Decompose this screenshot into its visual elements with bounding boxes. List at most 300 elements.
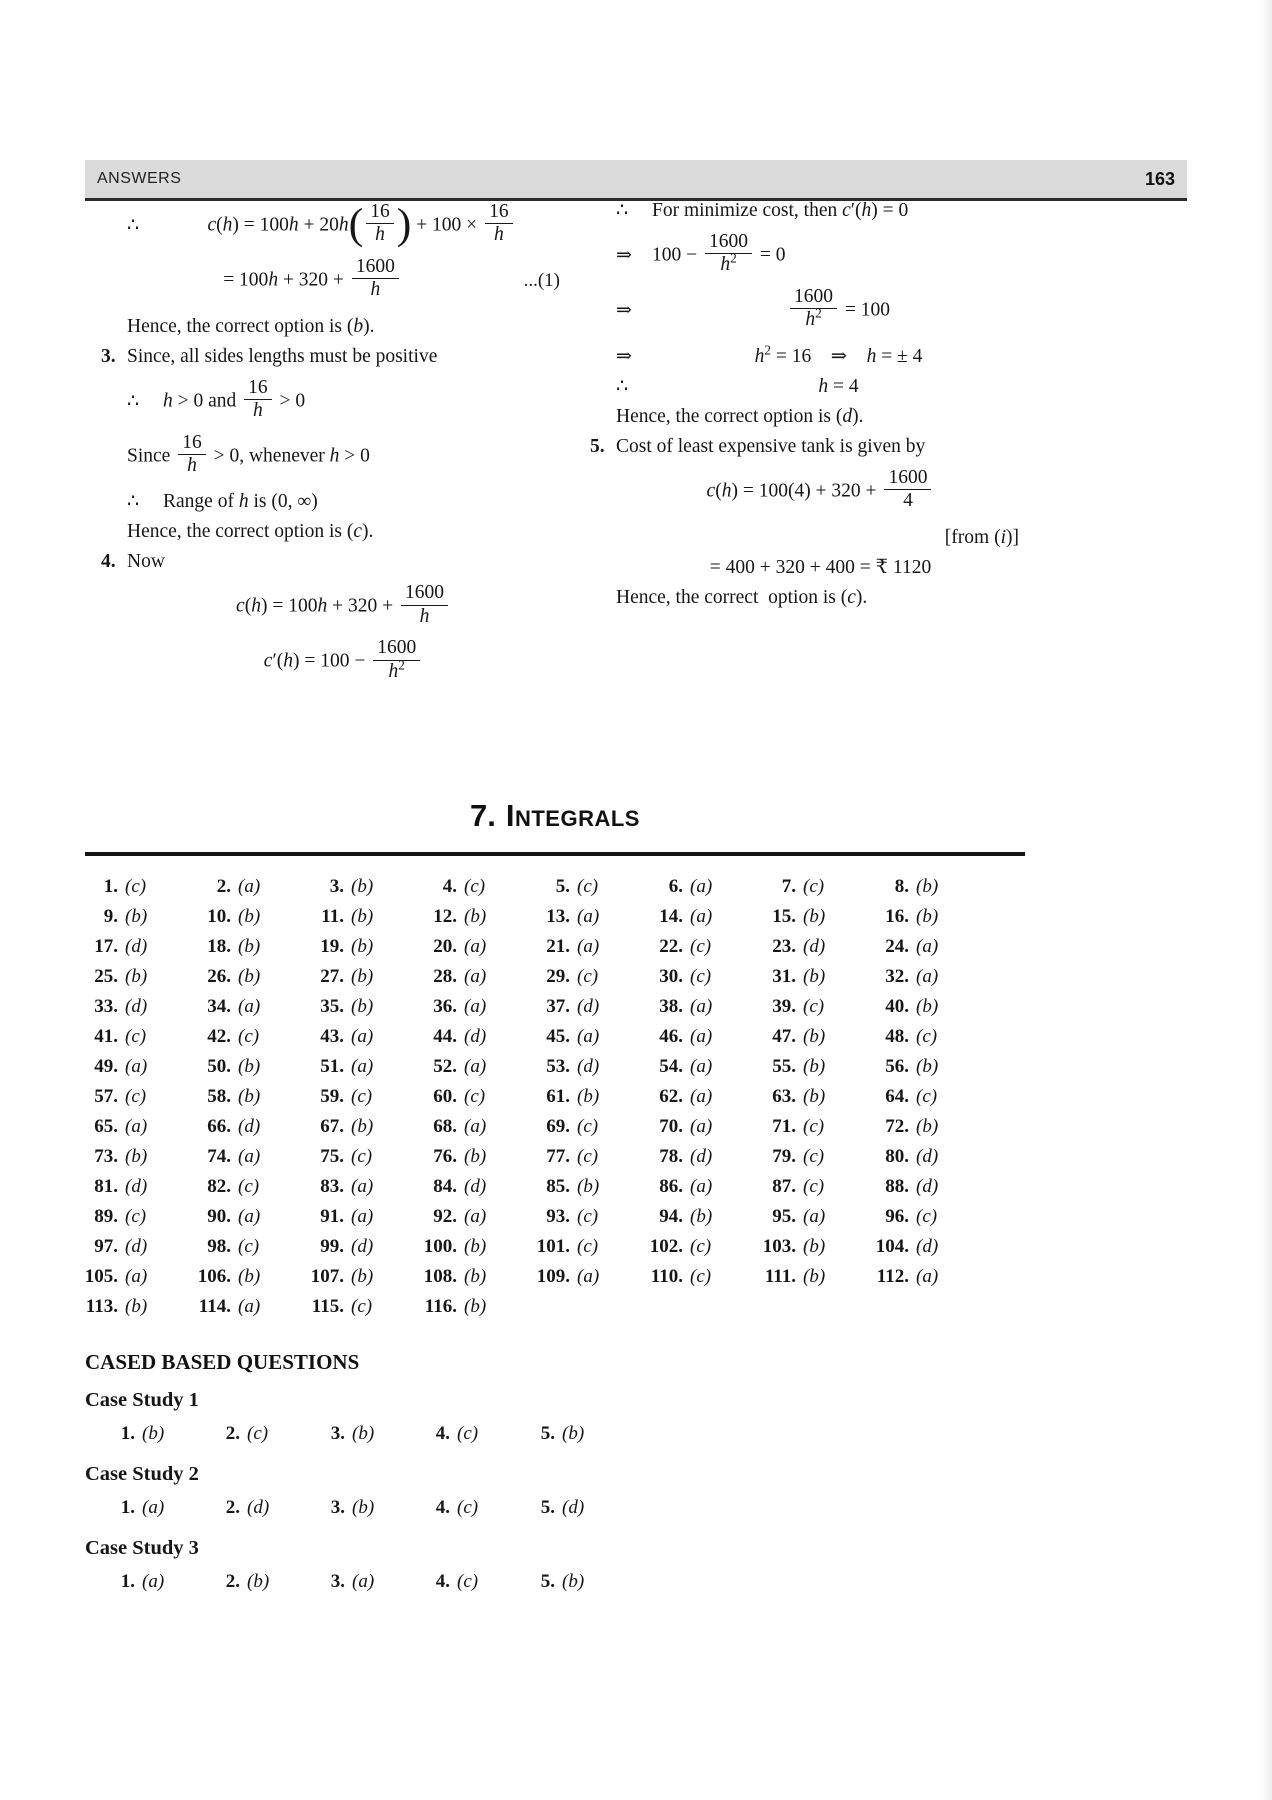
math-text: Hence, the correct option is ( (616, 586, 848, 608)
answer-option: (b) (238, 936, 261, 957)
answer-option: (c) (577, 1116, 599, 1137)
answer-item (200, 1567, 305, 1597)
answer-item (191, 1112, 304, 1142)
answer-number: 90. (207, 1206, 231, 1227)
math-text: 1600 (404, 582, 444, 604)
answer-number: 99. (320, 1236, 344, 1257)
answer-option: (b) (238, 1086, 261, 1107)
answer-item (869, 992, 982, 1022)
answer-number: 18. (207, 936, 231, 957)
math-expression (127, 431, 560, 480)
solution-line (85, 376, 560, 425)
answer-number: 14. (659, 906, 683, 927)
solution-line (85, 584, 560, 630)
math-expression (616, 466, 1025, 515)
answer-option: (b) (247, 1571, 270, 1592)
answer-number: 56. (885, 1056, 909, 1077)
answer-number: 37. (546, 996, 570, 1017)
answer-option: (a) (238, 876, 261, 897)
math-variable: h (222, 214, 233, 236)
answer-number: 30. (659, 966, 683, 987)
math-text: = 16 ⇒ (770, 345, 867, 367)
answer-option: (c) (916, 1026, 938, 1047)
answer-number: 1. (120, 1497, 135, 1518)
solution-line (586, 433, 1025, 460)
answer-number: 4. (435, 1423, 450, 1444)
answer-number: 113. (85, 1296, 118, 1317)
answer-number: 53. (546, 1056, 570, 1077)
answer-number: 28. (433, 966, 457, 987)
answer-option: (c) (803, 876, 825, 897)
answer-item (304, 1232, 417, 1262)
answer-item (191, 1292, 304, 1322)
answer-option: (b) (142, 1423, 165, 1444)
answer-item (756, 872, 869, 902)
answer-number: 19. (320, 936, 344, 957)
answer-number: 20. (433, 936, 457, 957)
solution-line (586, 197, 1025, 224)
answer-option: (c) (247, 1423, 269, 1444)
solution-line (85, 255, 560, 304)
answer-number: 86. (659, 1176, 683, 1197)
answer-item (304, 932, 417, 962)
answer-option: (c) (577, 966, 599, 987)
math-variable: h (866, 345, 877, 367)
fraction-denominator (178, 454, 206, 477)
answer-number: 72. (885, 1116, 909, 1137)
answer-option: (d) (125, 936, 148, 957)
answer-item (304, 1262, 417, 1292)
answer-item (191, 1232, 304, 1262)
answer-number: 11. (321, 906, 344, 927)
therefore-symbol: ∴ (616, 375, 629, 397)
answer-item (530, 1172, 643, 1202)
section-heading (85, 798, 1025, 834)
answer-number: 85. (546, 1176, 570, 1197)
answer-number: 64. (885, 1086, 909, 1107)
math-variable: h (317, 595, 328, 617)
answer-number: 17. (94, 936, 118, 957)
math-variable: c (207, 214, 217, 236)
answer-number: 83. (320, 1176, 344, 1197)
equation-tag: ...(1) (523, 270, 560, 292)
answer-number: 58. (207, 1086, 231, 1107)
math-variable: h (251, 595, 261, 617)
fraction (352, 256, 399, 302)
answer-number: 1. (120, 1423, 135, 1444)
math-text: 1600 (377, 637, 417, 659)
math-text: + 100 × (411, 214, 483, 236)
answer-number: 76. (433, 1146, 457, 1167)
math-expression (652, 197, 1025, 224)
answer-option: (c) (577, 1206, 599, 1227)
answer-option: (c) (577, 1236, 599, 1257)
answer-option: (c) (238, 1236, 260, 1257)
answer-number: 70. (659, 1116, 683, 1137)
answer-option: (c) (803, 1146, 825, 1167)
answer-number: 4. (442, 876, 457, 897)
therefore-symbol: ∴ (127, 391, 140, 413)
answer-number: 93. (546, 1206, 570, 1227)
math-expression (127, 639, 560, 685)
answer-option: (c) (803, 1176, 825, 1197)
answer-item (756, 992, 869, 1022)
answer-item (78, 1292, 191, 1322)
fraction-denominator (790, 305, 837, 331)
answer-option: (a) (803, 1206, 826, 1227)
math-text: ). (855, 586, 868, 608)
answer-option: (d) (464, 1176, 487, 1197)
answer-item (78, 1112, 191, 1142)
answer-item (756, 1142, 869, 1172)
answer-option: (a) (351, 1026, 374, 1047)
answer-item (869, 1262, 982, 1292)
math-expression (127, 313, 560, 340)
therefore-symbol: ∴ (127, 491, 140, 513)
math-text: Hence, the correct option is ( (616, 405, 843, 427)
math-text: [from ( (944, 526, 1001, 548)
fraction-numerator (244, 377, 272, 399)
math-expression (652, 373, 1025, 400)
answer-option: (b) (464, 1266, 487, 1287)
answer-item (530, 872, 643, 902)
answer-item (869, 872, 982, 902)
solution-line (85, 199, 560, 249)
answer-option: (a) (577, 1266, 600, 1287)
answer-number: 2. (225, 1497, 240, 1518)
answer-item (643, 1202, 756, 1232)
answer-option: (a) (351, 1206, 374, 1227)
answer-number: 75. (320, 1146, 344, 1167)
answer-option: (a) (464, 936, 487, 957)
math-text: Since (127, 444, 176, 466)
answer-option: (a) (577, 906, 600, 927)
math-text: ). (363, 315, 375, 337)
answer-option: (a) (142, 1571, 165, 1592)
answer-option: (d) (562, 1497, 585, 1518)
answer-option: (c) (690, 1266, 712, 1287)
answer-item (191, 1172, 304, 1202)
math-text: ) = 100 − (292, 650, 371, 672)
answer-option: (d) (125, 996, 148, 1017)
answer-option: (b) (238, 1266, 261, 1287)
fraction-numerator (366, 201, 394, 223)
answer-item (78, 902, 191, 932)
answer-item (643, 872, 756, 902)
answer-option: (d) (125, 1176, 148, 1197)
math-expression (616, 554, 1025, 581)
answer-number: 74. (207, 1146, 231, 1167)
math-expression (652, 285, 1025, 334)
math-variable: h (329, 444, 340, 466)
answer-item (78, 992, 191, 1022)
answer-number: 49. (94, 1056, 118, 1077)
answer-option: (b) (351, 906, 374, 927)
fraction-numerator (485, 201, 513, 223)
answer-item (530, 1112, 643, 1142)
answer-item (304, 902, 417, 932)
answer-item (191, 902, 304, 932)
math-text: Hence, the correct option is ( (127, 315, 354, 337)
answer-item (78, 932, 191, 962)
solutions-section (85, 194, 1025, 694)
answer-option: (d) (803, 936, 826, 957)
answer-item (530, 1082, 643, 1112)
math-variable: h (861, 200, 872, 221)
answer-option: (b) (803, 1086, 826, 1107)
answer-number: 4. (435, 1571, 450, 1592)
solution-line (85, 518, 560, 545)
answer-item (756, 1232, 869, 1262)
answer-item (417, 1112, 530, 1142)
answer-item (530, 962, 643, 992)
answer-number: 2. (216, 876, 231, 897)
answer-option: (b) (916, 876, 939, 897)
answer-option: (c) (125, 1026, 147, 1047)
answer-option: (b) (464, 906, 487, 927)
answer-number: 41. (94, 1026, 118, 1047)
fraction-denominator (366, 223, 394, 246)
answer-number: 60. (433, 1086, 457, 1107)
answer-option: (b) (464, 1296, 487, 1317)
math-superscript: 2 (398, 657, 405, 673)
case-study-answers (95, 1567, 1025, 1597)
answer-option: (c) (690, 936, 712, 957)
math-text: = 100 (223, 269, 269, 291)
math-text: ′( (850, 200, 862, 221)
answer-option: (c) (577, 876, 599, 897)
math-text: ( (244, 595, 252, 617)
answer-number: 21. (546, 936, 570, 957)
answer-number: 55. (772, 1056, 796, 1077)
answer-option: (b) (562, 1423, 585, 1444)
item-number: 4. (101, 551, 116, 573)
answer-option: (c) (464, 1086, 486, 1107)
math-variable: h (805, 309, 816, 331)
answer-option: (b) (577, 1086, 600, 1107)
answer-number: 84. (433, 1176, 457, 1197)
answer-number: 66. (207, 1116, 231, 1137)
answer-number: 115. (311, 1296, 344, 1317)
answer-item (417, 902, 530, 932)
answer-option: (d) (916, 1236, 939, 1257)
answer-item (95, 1493, 200, 1523)
answer-item (417, 1232, 530, 1262)
answer-item (530, 1232, 643, 1262)
solution-line (586, 466, 1025, 515)
answer-option: (d) (916, 1176, 939, 1197)
math-text: + 320 + (278, 269, 349, 291)
answer-option: (b) (351, 996, 374, 1017)
answer-option: (a) (690, 1176, 713, 1197)
math-expression (616, 524, 1025, 551)
answer-number: 97. (94, 1236, 118, 1257)
answer-option: (a) (690, 1086, 713, 1107)
answer-item (191, 1022, 304, 1052)
answer-option: (b) (351, 1116, 374, 1137)
fraction-numerator (401, 582, 448, 604)
answer-option: (a) (464, 996, 487, 1017)
answer-number: 104. (875, 1236, 909, 1257)
answer-item (305, 1419, 410, 1449)
math-text: Now (127, 551, 165, 573)
fraction-numerator (373, 637, 420, 659)
solution-line (586, 403, 1025, 430)
answer-number: 48. (885, 1026, 909, 1047)
therefore-symbol: ∴ (127, 215, 140, 237)
answer-item (643, 1172, 756, 1202)
answer-number: 42. (207, 1026, 231, 1047)
answer-option: (d) (238, 1116, 261, 1137)
math-expression (127, 584, 560, 630)
math-variable: h (720, 254, 731, 276)
answer-number: 10. (207, 906, 231, 927)
answer-option: (c) (238, 1026, 260, 1047)
solution-line (586, 343, 1025, 370)
answer-item (304, 962, 417, 992)
math-text: Hence, the correct option is ( (127, 521, 354, 543)
math-text: = 0 (755, 244, 786, 266)
answer-number: 24. (885, 936, 909, 957)
section-number: 7. (470, 798, 496, 833)
section-title: Integrals (505, 798, 640, 833)
fraction-denominator (373, 657, 420, 683)
answer-option: (b) (916, 1056, 939, 1077)
answer-number: 12. (433, 906, 457, 927)
math-variable: h (238, 491, 249, 513)
answer-option: (d) (247, 1497, 270, 1518)
math-expression (127, 548, 560, 575)
math-expression (652, 343, 1025, 370)
answer-item (869, 962, 982, 992)
answer-item (304, 872, 417, 902)
answer-number: 88. (885, 1176, 909, 1197)
answer-number: 107. (310, 1266, 344, 1287)
math-text: ) = 100 (260, 595, 318, 617)
answer-option: (b) (125, 906, 148, 927)
answer-item (304, 1112, 417, 1142)
case-study-answers (95, 1419, 1025, 1449)
math-variable: h (187, 454, 197, 476)
answer-item (756, 932, 869, 962)
answer-option: (c) (803, 996, 825, 1017)
math-text: 1600 (794, 285, 833, 307)
answer-number: 43. (320, 1026, 344, 1047)
math-expression (616, 403, 1025, 430)
answer-item (515, 1567, 620, 1597)
answer-option: (b) (916, 906, 939, 927)
answer-number: 7. (781, 876, 796, 897)
answer-item (643, 992, 756, 1022)
math-variable: h (388, 660, 399, 682)
fraction-denominator (244, 399, 272, 422)
answer-number: 2. (225, 1423, 240, 1444)
answer-option: (c) (125, 1086, 147, 1107)
fraction-denominator (884, 489, 931, 512)
math-text: Cost of least expensive tank is given by (616, 435, 926, 457)
answer-number: 13. (546, 906, 570, 927)
answer-option: (c) (803, 1116, 825, 1137)
fraction-numerator (884, 467, 931, 489)
answer-number: 50. (207, 1056, 231, 1077)
math-variable: h (370, 279, 381, 301)
answer-number: 54. (659, 1056, 683, 1077)
answer-option: (a) (351, 1176, 374, 1197)
answer-option: (a) (577, 1026, 600, 1047)
answer-option: (c) (125, 876, 147, 897)
math-text: ) = 0 (871, 200, 909, 221)
answer-item (417, 1172, 530, 1202)
answer-item (869, 1082, 982, 1112)
answer-number: 31. (772, 966, 796, 987)
answer-item (417, 932, 530, 962)
answer-option: (b) (803, 966, 826, 987)
fraction (884, 467, 931, 513)
answer-item (515, 1493, 620, 1523)
answer-item (304, 1022, 417, 1052)
answer-number: 69. (546, 1116, 570, 1137)
answer-item (869, 1232, 982, 1262)
answer-item (410, 1419, 515, 1449)
answer-item (417, 1292, 530, 1322)
answer-item (515, 1419, 620, 1449)
answer-option: (b) (916, 1116, 939, 1137)
answer-number: 81. (94, 1176, 118, 1197)
answer-number: 111. (764, 1266, 796, 1287)
answer-number: 1. (103, 876, 118, 897)
answer-item (643, 1052, 756, 1082)
answer-item (417, 1262, 530, 1292)
math-variable: h (283, 650, 293, 672)
answer-item (304, 1052, 417, 1082)
math-variable: c (842, 200, 851, 221)
math-text: ′( (272, 650, 284, 672)
math-text: = ± 4 (876, 345, 923, 367)
math-text: ) = 100 (232, 214, 289, 236)
answer-option: (a) (464, 1116, 487, 1137)
answer-option: (d) (125, 1236, 148, 1257)
math-superscript: 2 (730, 250, 737, 266)
fraction-numerator (790, 286, 837, 308)
answer-item (191, 962, 304, 992)
fraction-denominator (401, 605, 448, 628)
item-number: 3. (101, 345, 116, 367)
math-variable: b (353, 315, 364, 337)
math-text: Range of (163, 491, 239, 513)
answer-item (191, 1052, 304, 1082)
answer-option: (a) (577, 936, 600, 957)
answer-number: 112. (876, 1266, 909, 1287)
section-rule (85, 852, 1025, 856)
answer-option: (c) (457, 1423, 479, 1444)
solution-line (85, 488, 560, 515)
math-text: = 4 (828, 375, 859, 397)
answer-option: (b) (464, 1146, 487, 1167)
answer-option: (a) (142, 1497, 165, 1518)
fraction (485, 201, 513, 247)
answer-item (78, 872, 191, 902)
math-superscript: 2 (815, 305, 822, 321)
answer-option: (a) (690, 906, 713, 927)
solution-line (586, 554, 1025, 581)
answer-number: 103. (762, 1236, 796, 1257)
answer-option: (b) (803, 906, 826, 927)
math-expression (163, 488, 560, 515)
math-variable: h (253, 400, 263, 422)
answer-item (304, 992, 417, 1022)
answer-number: 46. (659, 1026, 683, 1047)
answer-option: (b) (351, 936, 374, 957)
